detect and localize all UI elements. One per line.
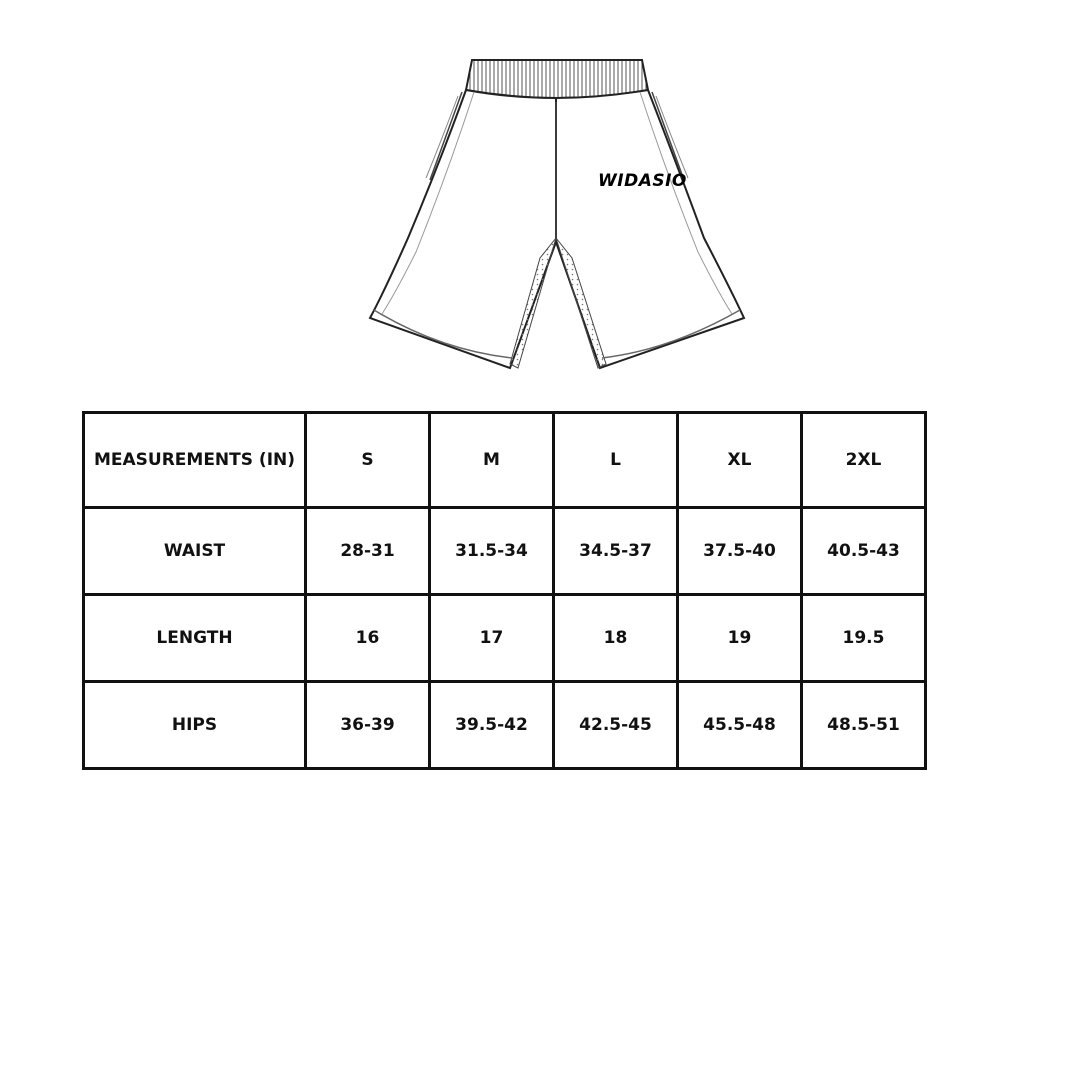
- waistband: [466, 60, 648, 98]
- length-l: 18: [554, 595, 678, 682]
- shorts-illustration: [360, 52, 760, 376]
- row-label-length: LENGTH: [84, 595, 306, 682]
- header-size-s: S: [306, 413, 430, 508]
- shorts-drawing: [360, 52, 760, 376]
- table-header-row: [84, 413, 926, 508]
- hips-l: 42.5-45: [554, 682, 678, 769]
- length-m: 17: [430, 595, 554, 682]
- size-chart-table: [82, 411, 927, 770]
- header-size-m: M: [430, 413, 554, 508]
- header-size-l: L: [554, 413, 678, 508]
- hips-xl: 45.5-48: [678, 682, 802, 769]
- waist-l: 34.5-37: [554, 508, 678, 595]
- table-row-length: [84, 595, 926, 682]
- row-label-hips: HIPS: [84, 682, 306, 769]
- waist-2xl: 40.5-43: [802, 508, 926, 595]
- row-label-waist: WAIST: [84, 508, 306, 595]
- table-row-hips: [84, 682, 926, 769]
- waist-s: 28-31: [306, 508, 430, 595]
- header-size-xl: XL: [678, 413, 802, 508]
- hips-2xl: 48.5-51: [802, 682, 926, 769]
- hips-s: 36-39: [306, 682, 430, 769]
- length-xl: 19: [678, 595, 802, 682]
- waist-m: 31.5-34: [430, 508, 554, 595]
- waist-xl: 37.5-40: [678, 508, 802, 595]
- table-row-waist: [84, 508, 926, 595]
- length-2xl: 19.5: [802, 595, 926, 682]
- header-size-2xl: 2XL: [802, 413, 926, 508]
- length-s: 16: [306, 595, 430, 682]
- hips-m: 39.5-42: [430, 682, 554, 769]
- brand-logo: WIDASIO: [598, 171, 687, 191]
- header-measurements: MEASUREMENTS (IN): [84, 413, 306, 508]
